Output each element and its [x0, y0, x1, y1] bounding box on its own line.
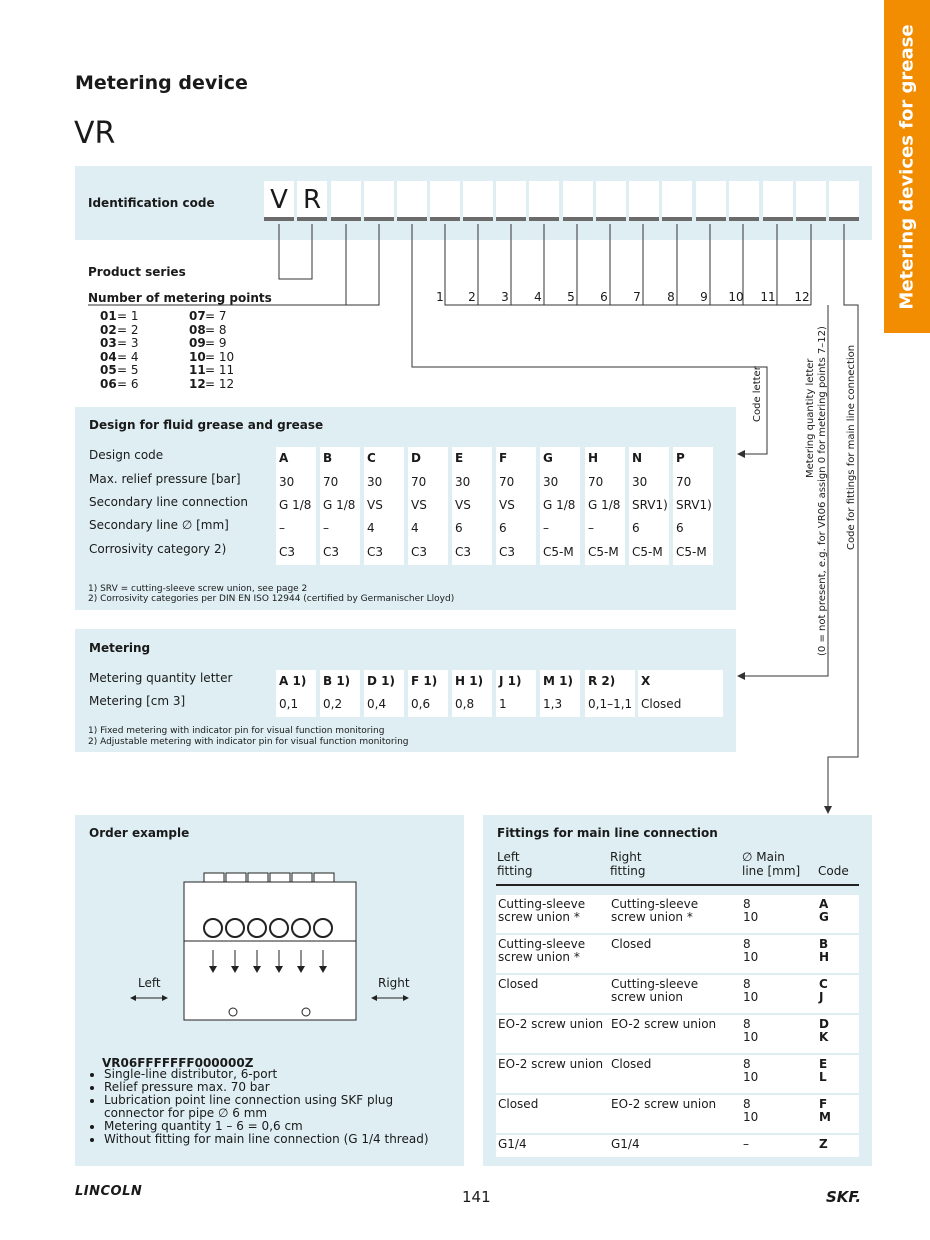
point-value: = 1 [117, 309, 139, 323]
position-number: 10 [728, 290, 744, 304]
point-code: 01 [100, 309, 117, 323]
fittings-title: Fittings for main line connection [497, 826, 718, 840]
design-cell: 30 [276, 471, 316, 495]
fittings-row [496, 935, 859, 973]
order-example-bullets [90, 1068, 444, 1146]
fittings-row [496, 1135, 859, 1157]
fittings-cell-code: E L [819, 1057, 828, 1084]
point-value: = 3 [117, 336, 139, 351]
point-value: = 2 [117, 322, 139, 337]
design-cell: C3 [452, 541, 492, 565]
design-cell: 6 [496, 517, 536, 541]
metering-row-label: Metering quantity letter [89, 671, 233, 685]
metering-cell: X [638, 670, 723, 694]
fittings-cell-code: F M [819, 1097, 831, 1124]
point-code: 03 [100, 336, 117, 351]
metering-cell: Closed [638, 693, 723, 717]
design-cell: 6 [629, 517, 669, 541]
fittings-cell-left: Cutting-sleeve screw union * [498, 937, 586, 964]
design-cell: H [585, 447, 625, 471]
fittings-cell-left: EO-2 screw union [498, 1017, 604, 1031]
fittings-cell-line: 8 10 [743, 1017, 759, 1044]
fittings-cell-code: D K [819, 1017, 829, 1044]
fittings-cell-right: Closed [611, 937, 652, 951]
fittings-cell-line: 8 10 [743, 1057, 759, 1084]
design-cell: – [320, 517, 360, 541]
metering-cell: 0,8 [452, 693, 492, 717]
left-label: Left [138, 976, 161, 990]
metering-cell: M 1) [540, 670, 580, 694]
fittings-header-cell: Right fitting [610, 850, 646, 878]
position-number: 5 [567, 290, 575, 304]
point-value: = 11 [205, 363, 235, 378]
point-code: 06 [100, 377, 117, 391]
fittings-header-cell: Code [818, 864, 849, 878]
point-code: 12 [189, 377, 206, 391]
point-code: 07 [189, 309, 206, 323]
design-cell: A [276, 447, 316, 471]
metering-row-label: Metering [cm 3] [89, 694, 186, 708]
design-cell: 30 [452, 471, 492, 495]
fittings-cell-right: Closed [611, 1057, 652, 1071]
fittings-cell-right: Cutting-sleeve screw union * [611, 897, 699, 924]
design-cell: 6 [673, 517, 713, 541]
point-value: = 7 [205, 309, 227, 323]
fittings-cell-right: G1/4 [611, 1137, 640, 1151]
metering-cell: A 1) [276, 670, 316, 694]
metering-cell: B 1) [320, 670, 360, 694]
point-value: = 12 [205, 377, 235, 391]
fittings-row [496, 1095, 859, 1133]
point-code: 08 [189, 322, 206, 337]
point-value: = 8 [205, 322, 227, 337]
metering-title: Metering [89, 641, 151, 655]
point-value: = 5 [117, 363, 139, 378]
design-cell: D [408, 447, 448, 471]
design-cell: N [629, 447, 669, 471]
metering-qty-note: (0 = not present, e.g. for VR06 assign 0 for metering points 7–12) [817, 326, 828, 656]
design-cell: G [540, 447, 580, 471]
metering-cell: D 1) [364, 670, 404, 694]
design-cell: 70 [673, 471, 713, 495]
design-cell: 70 [496, 471, 536, 495]
metering-cell: F 1) [408, 670, 448, 694]
fittings-cell-left: G1/4 [498, 1137, 527, 1151]
design-cell: SRV1) [673, 494, 713, 518]
point-value: = 10 [205, 349, 235, 364]
design-row-label: Design code [89, 448, 164, 462]
num-points-label: Number of metering points [88, 291, 272, 305]
fittings-code-label: Code for fittings for main line connection [846, 344, 857, 550]
right-label: Right [378, 976, 410, 990]
design-cell: 4 [408, 517, 448, 541]
id-code-box: R [297, 181, 327, 221]
fittings-cell-line: 8 10 [743, 897, 759, 924]
design-cell: VS [364, 494, 404, 518]
model-name: VR [74, 116, 116, 151]
design-cell: – [585, 517, 625, 541]
skf-logo: SKF. [826, 1188, 862, 1206]
order-bullet: • Without fitting for main line connection (G 1/4 thread) [104, 1133, 444, 1146]
design-cell: 70 [585, 471, 625, 495]
page-number: 141 [462, 1188, 491, 1206]
design-cell: C5-M [540, 541, 580, 565]
design-footnote-1: 1) SRV = cutting-sleeve screw union, see page 2 [88, 584, 308, 594]
position-number: 3 [501, 290, 509, 304]
position-number: 8 [667, 290, 675, 304]
design-row-label: Corrosivity category 2) [89, 542, 227, 556]
fittings-header-rule [496, 884, 859, 886]
design-cell: 4 [364, 517, 404, 541]
design-cell: – [540, 517, 580, 541]
fittings-row [496, 895, 859, 933]
design-cell: G 1/8 [276, 494, 316, 518]
point-code: 05 [100, 363, 117, 378]
design-title: Design for fluid grease and grease [89, 418, 324, 432]
point-value: = 9 [205, 336, 227, 351]
design-cell: C3 [276, 541, 316, 565]
design-cell: 70 [320, 471, 360, 495]
order-bullet: • Lubrication point line connection using SKF plug connector for pipe ∅ 6 mm [104, 1094, 444, 1120]
fittings-cell-left: Closed [498, 1097, 539, 1111]
fittings-cell-left: Cutting-sleeve screw union * [498, 897, 586, 924]
design-cell: C [364, 447, 404, 471]
fittings-cell-left: Closed [498, 977, 539, 991]
metering-cell: 0,1 [276, 693, 316, 717]
design-cell: C5-M [585, 541, 625, 565]
metering-cell: 0,2 [320, 693, 360, 717]
metering-cell: 1 [496, 693, 536, 717]
point-code: 11 [189, 363, 206, 378]
point-code: 04 [100, 349, 117, 364]
order-bullet: • Relief pressure max. 70 bar [104, 1081, 444, 1094]
fittings-cell-right: EO-2 screw union [611, 1097, 717, 1111]
fittings-cell-code: Z [819, 1137, 828, 1151]
metering-cell: 0,6 [408, 693, 448, 717]
metering-qty-label: Metering quantity letter [805, 358, 816, 478]
fittings-header-cell: ∅ Main line [mm] [742, 850, 801, 878]
metering-cell: 1,3 [540, 693, 580, 717]
design-cell: C3 [496, 541, 536, 565]
position-number: 12 [794, 290, 810, 304]
fittings-row [496, 1015, 859, 1053]
point-value: = 4 [117, 349, 139, 364]
design-cell: G 1/8 [540, 494, 580, 518]
fittings-cell-line: 8 10 [743, 977, 759, 1004]
position-number: 6 [600, 290, 608, 304]
position-number: 4 [534, 290, 542, 304]
metering-footnote-2: 2) Adjustable metering with indicator pin for visual function monitoring [88, 737, 409, 747]
position-number: 2 [468, 290, 476, 304]
metering-cell: H 1) [452, 670, 492, 694]
design-cell: G 1/8 [585, 494, 625, 518]
fittings-row [496, 975, 859, 1013]
design-row-label: Secondary line connection [89, 495, 248, 509]
design-row-label: Max. relief pressure [bar] [89, 472, 241, 486]
design-cell: F [496, 447, 536, 471]
design-cell: SRV1) [629, 494, 669, 518]
design-row-label: Secondary line ∅ [mm] [89, 518, 229, 532]
position-number: 11 [760, 290, 776, 304]
product-series-label: Product series [88, 265, 186, 279]
id-code-box: V [264, 181, 294, 221]
fittings-cell-left: EO-2 screw union [498, 1057, 604, 1071]
fittings-cell-code: B H [819, 937, 830, 964]
page-title: Metering device [75, 72, 248, 94]
metering-cell: J 1) [496, 670, 536, 694]
design-cell: – [276, 517, 316, 541]
side-tab-label: Metering devices for grease [896, 23, 918, 310]
metering-cell: 0,1–1,1 [585, 693, 635, 717]
fittings-cell-line: – [743, 1137, 749, 1151]
design-cell: 30 [364, 471, 404, 495]
fittings-cell-line: 8 10 [743, 937, 759, 964]
order-bullet: • Single-line distributor, 6-port [104, 1068, 444, 1081]
design-cell: VS [496, 494, 536, 518]
point-code: 02 [100, 322, 117, 337]
order-example-title: Order example [89, 826, 190, 840]
design-cell: C3 [408, 541, 448, 565]
fittings-cell-code: C J [819, 977, 828, 1004]
position-number: 7 [633, 290, 641, 304]
fittings-header-cell: Left fitting [497, 850, 533, 878]
lincoln-logo: LINCOLN [75, 1184, 143, 1199]
order-code: VR06FFFFFFF000000Z [102, 1056, 254, 1070]
design-cell: 70 [408, 471, 448, 495]
point-code: 10 [189, 349, 206, 364]
design-cell: C5-M [673, 541, 713, 565]
fittings-cell-right: EO-2 screw union [611, 1017, 717, 1031]
design-cell: VS [452, 494, 492, 518]
design-cell: 30 [629, 471, 669, 495]
metering-footnote-1: 1) Fixed metering with indicator pin for visual function monitoring [88, 726, 385, 736]
design-cell: C5-M [629, 541, 669, 565]
design-cell: B [320, 447, 360, 471]
design-cell: E [452, 447, 492, 471]
design-cell: 6 [452, 517, 492, 541]
design-cell: C3 [320, 541, 360, 565]
fittings-row [496, 1055, 859, 1093]
fittings-cell-line: 8 10 [743, 1097, 759, 1124]
position-number: 1 [436, 290, 444, 304]
position-number: 9 [700, 290, 708, 304]
design-cell: P [673, 447, 713, 471]
design-cell: C3 [364, 541, 404, 565]
code-letter-label: Code letter [752, 366, 763, 422]
point-value: = 6 [117, 377, 139, 391]
design-cell: G 1/8 [320, 494, 360, 518]
design-cell: VS [408, 494, 448, 518]
metering-cell: 0,4 [364, 693, 404, 717]
metering-cell: R 2) [585, 670, 635, 694]
fittings-cell-right: Cutting-sleeve screw union [611, 977, 699, 1004]
design-cell: 30 [540, 471, 580, 495]
fittings-cell-code: A G [819, 897, 829, 924]
design-footnote-2: 2) Corrosivity categories per DIN EN ISO 12944 (certified by Germanischer Lloyd) [88, 594, 455, 604]
point-code: 09 [189, 336, 206, 351]
order-bullet: • Metering quantity 1 – 6 = 0,6 cm [104, 1120, 444, 1133]
id-code-label: Identification code [88, 196, 215, 210]
